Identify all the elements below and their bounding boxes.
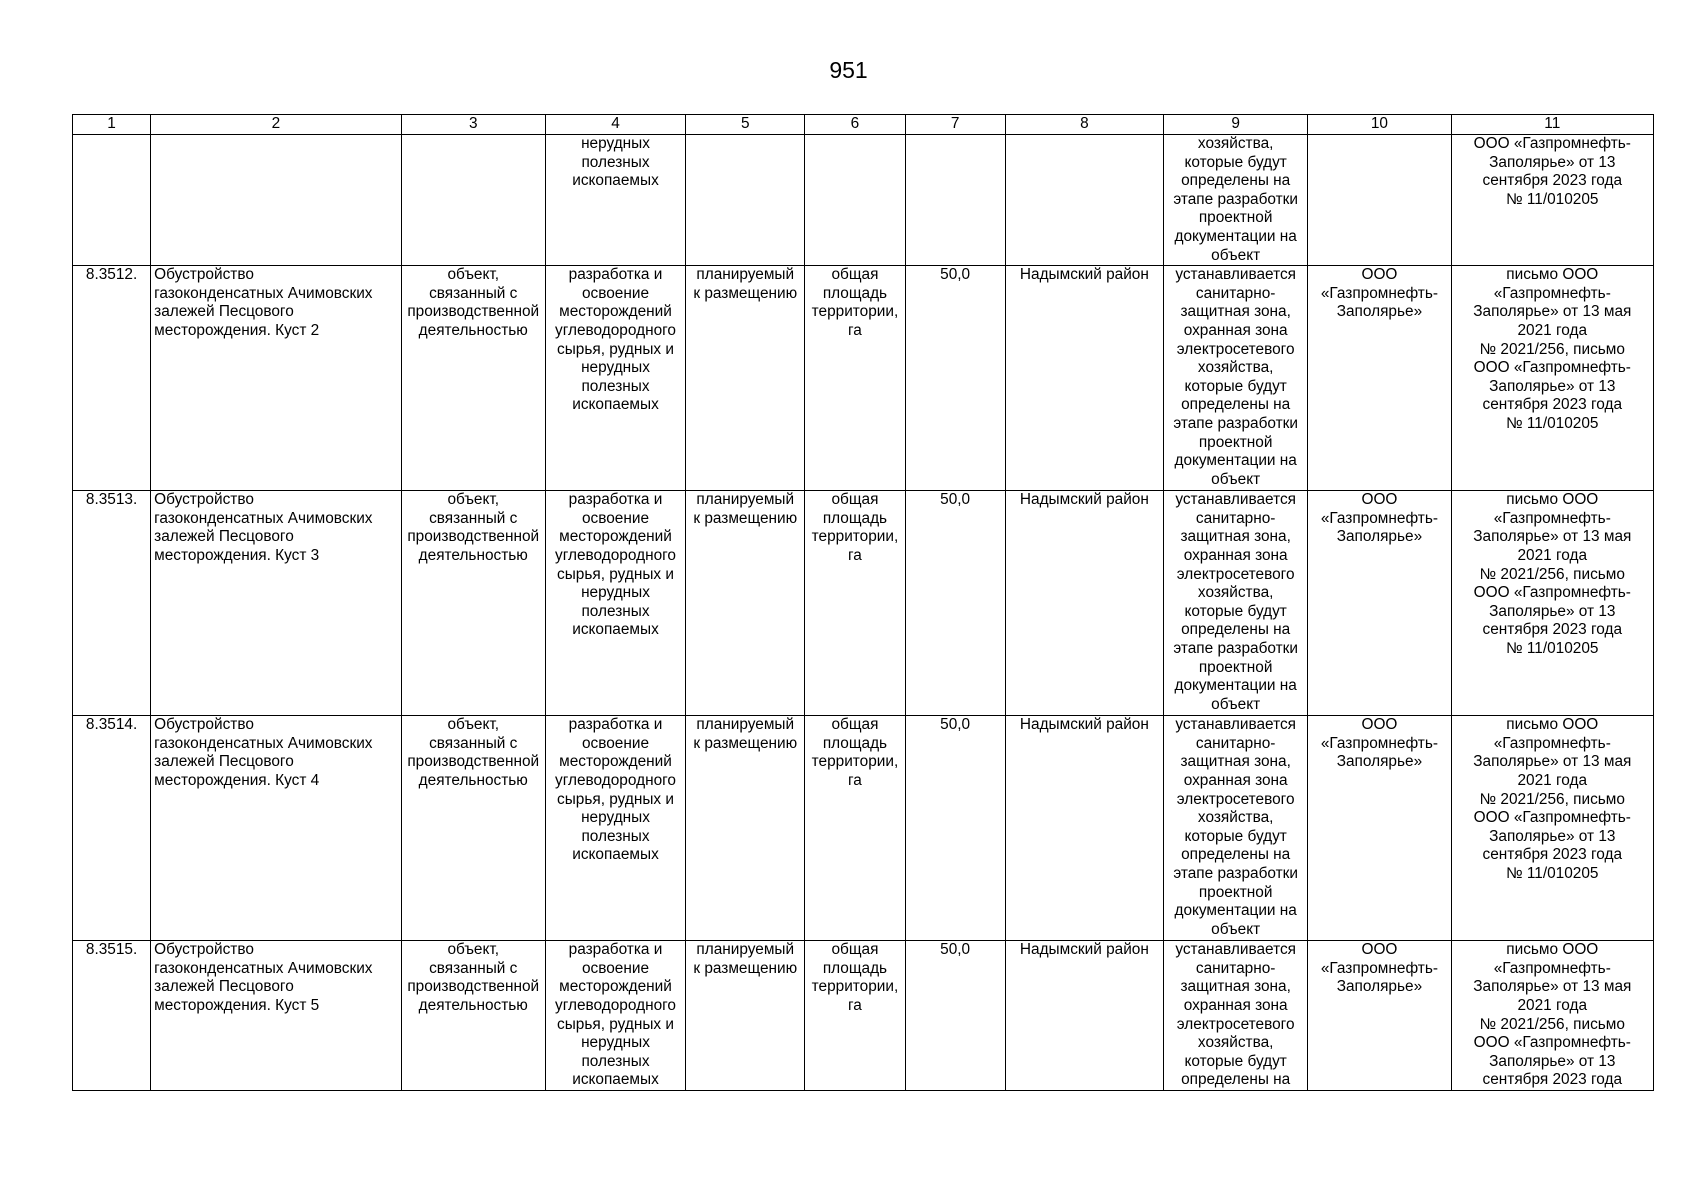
cell-owner: ООО «Газпромнефть- Заполярье» [1308,491,1451,716]
cell-owner: ООО «Газпромнефть- Заполярье» [1308,941,1451,1091]
cell-location: Надымский район [1005,491,1163,716]
cell-name [151,135,401,266]
cell-category: объект, связанный с производственной деятельностью [401,716,545,941]
cell-location: Надымский район [1005,266,1163,491]
cell-status [686,135,805,266]
cell-number: 8.3514. [73,716,151,941]
cell-basis: письмо ООО «Газпромнефть- Заполярье» от 13 мая 2021 года № 2021/256, письмо ООО «Газпромнефть- Заполярье» от 13 сентября 2023 года № 11/010205 [1451,266,1653,491]
table-row [73,491,1654,716]
table-row [73,716,1654,941]
cell-number: 8.3513. [73,491,151,716]
cell-zones: устанавливается санитарно- защитная зона, охранная зона электросетевого хозяйства, которые будут определены на [1164,941,1308,1091]
cell-category: объект, связанный с производственной деятельностью [401,266,545,491]
column-header-11: 11 [1451,115,1653,135]
cell-characteristic [805,135,905,266]
cell-zones: устанавливается санитарно- защитная зона, охранная зона электросетевого хозяйства, которые будут определены на этапе разработки проектной документации на объект [1164,716,1308,941]
cell-basis: письмо ООО «Газпромнефть- Заполярье» от 13 мая 2021 года № 2021/256, письмо ООО «Газпромнефть- Заполярье» от 13 сентября 2023 года № 11/010205 [1451,716,1653,941]
cell-purpose: разработка и освоение месторождений углеводородного сырья, рудных и нерудных полезных ископаемых [545,716,685,941]
cell-location: Надымский район [1005,941,1163,1091]
table-row [73,941,1654,1091]
column-header-5: 5 [686,115,805,135]
objects-table [72,114,1654,1091]
column-header-8: 8 [1005,115,1163,135]
cell-category: объект, связанный с производственной деятельностью [401,941,545,1091]
cell-basis: ООО «Газпромнефть- Заполярье» от 13 сентября 2023 года № 11/010205 [1451,135,1653,266]
cell-value: 50,0 [905,716,1005,941]
cell-category [401,135,545,266]
column-header-9: 9 [1164,115,1308,135]
cell-location [1005,135,1163,266]
cell-purpose: нерудных полезных ископаемых [545,135,685,266]
cell-status: планируемый к размещению [686,491,805,716]
cell-name: Обустройство газоконденсатных Ачимовских залежей Песцового месторождения. Куст 4 [151,716,401,941]
cell-basis: письмо ООО «Газпромнефть- Заполярье» от 13 мая 2021 года № 2021/256, письмо ООО «Газпромнефть- Заполярье» от 13 сентября 2023 года [1451,941,1653,1091]
column-header-4: 4 [545,115,685,135]
cell-status: планируемый к размещению [686,266,805,491]
cell-owner [1308,135,1451,266]
table-body [73,135,1654,1091]
column-header-2: 2 [151,115,401,135]
cell-characteristic: общая площадь территории, га [805,266,905,491]
cell-zones: устанавливается санитарно- защитная зона, охранная зона электросетевого хозяйства, которые будут определены на этапе разработки проектной документации на объект [1164,266,1308,491]
cell-number: 8.3512. [73,266,151,491]
page-number: 951 [829,57,868,83]
column-header-3: 3 [401,115,545,135]
table-row [73,266,1654,491]
cell-location: Надымский район [1005,716,1163,941]
cell-value: 50,0 [905,266,1005,491]
cell-owner: ООО «Газпромнефть- Заполярье» [1308,266,1451,491]
cell-value: 50,0 [905,491,1005,716]
cell-number: 8.3515. [73,941,151,1091]
column-header-6: 6 [805,115,905,135]
cell-owner: ООО «Газпромнефть- Заполярье» [1308,716,1451,941]
cell-value: 50,0 [905,941,1005,1091]
cell-name: Обустройство газоконденсатных Ачимовских залежей Песцового месторождения. Куст 5 [151,941,401,1091]
cell-zones: устанавливается санитарно- защитная зона, охранная зона электросетевого хозяйства, которые будут определены на этапе разработки проектной документации на объект [1164,491,1308,716]
cell-purpose: разработка и освоение месторождений углеводородного сырья, рудных и нерудных полезных ископаемых [545,266,685,491]
column-header-7: 7 [905,115,1005,135]
cell-status: планируемый к размещению [686,941,805,1091]
table-row-continuation [73,135,1654,266]
cell-purpose: разработка и освоение месторождений углеводородного сырья, рудных и нерудных полезных ископаемых [545,941,685,1091]
cell-name: Обустройство газоконденсатных Ачимовских залежей Песцового месторождения. Куст 2 [151,266,401,491]
cell-number [73,135,151,266]
cell-characteristic: общая площадь территории, га [805,941,905,1091]
cell-zones: хозяйства, которые будут определены на этапе разработки проектной документации на объект [1164,135,1308,266]
cell-status: планируемый к размещению [686,716,805,941]
cell-characteristic: общая площадь территории, га [805,491,905,716]
cell-category: объект, связанный с производственной деятельностью [401,491,545,716]
column-number-row [73,115,1654,135]
cell-characteristic: общая площадь территории, га [805,716,905,941]
column-header-10: 10 [1308,115,1451,135]
cell-name: Обустройство газоконденсатных Ачимовских залежей Песцового месторождения. Куст 3 [151,491,401,716]
cell-basis: письмо ООО «Газпромнефть- Заполярье» от 13 мая 2021 года № 2021/256, письмо ООО «Газпромнефть- Заполярье» от 13 сентября 2023 года № 11/010205 [1451,491,1653,716]
cell-purpose: разработка и освоение месторождений углеводородного сырья, рудных и нерудных полезных ископаемых [545,491,685,716]
cell-value [905,135,1005,266]
column-header-1: 1 [73,115,151,135]
